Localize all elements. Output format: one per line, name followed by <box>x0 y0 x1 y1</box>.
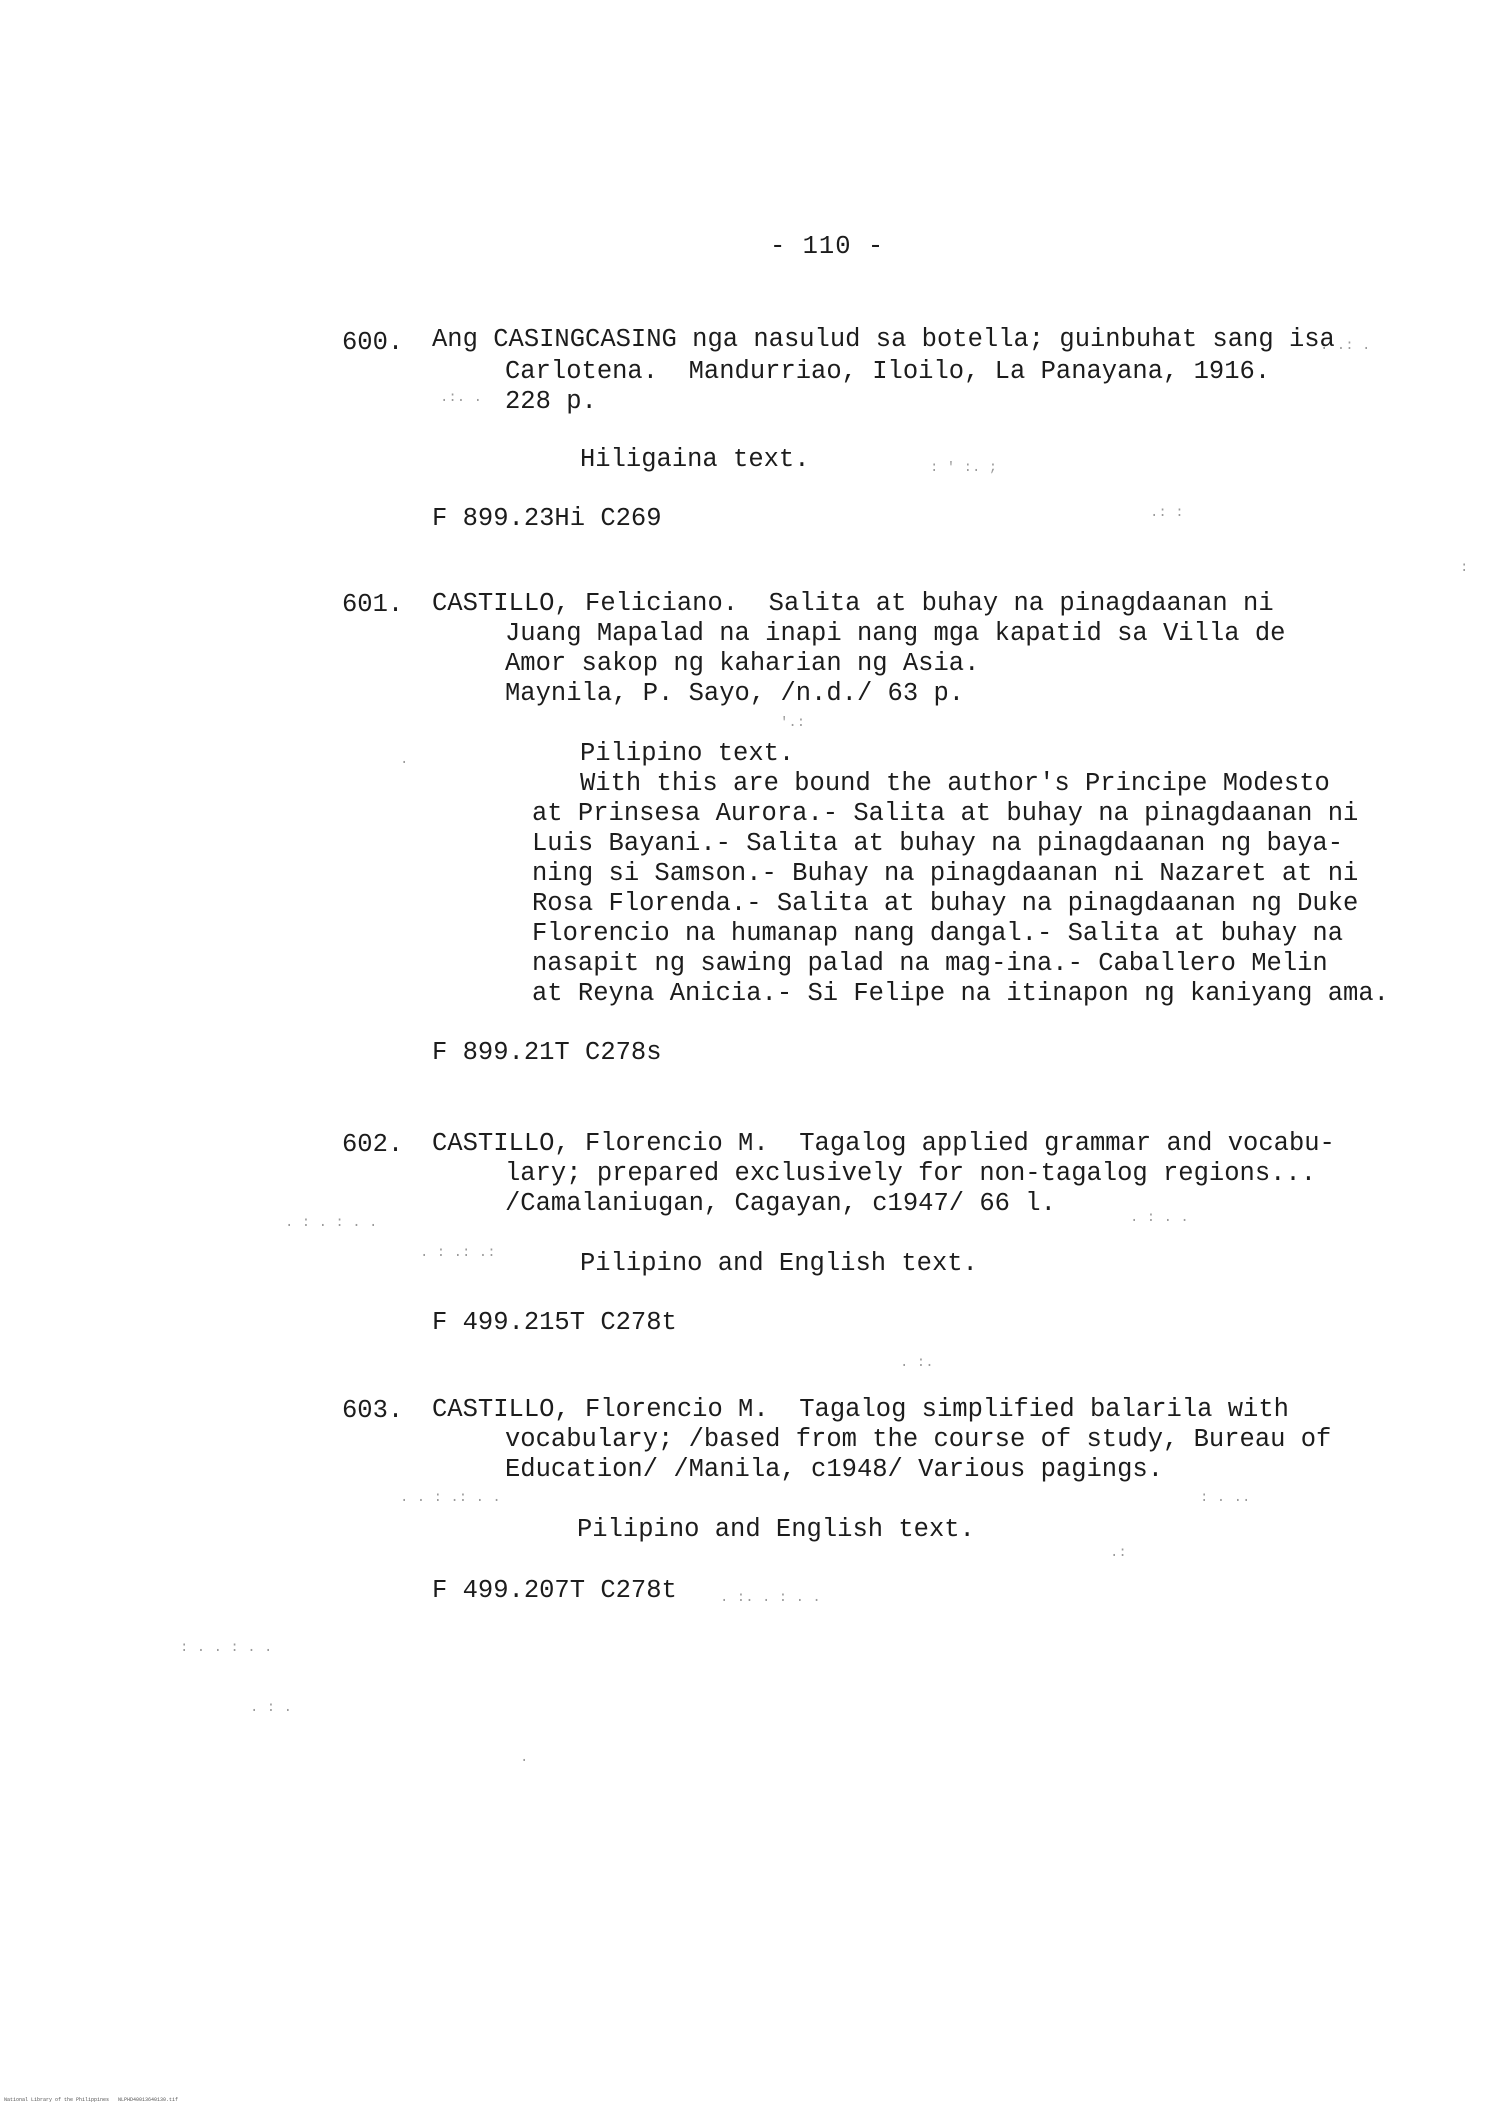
entry-line: /Camalaniugan, Cagayan, c1947/ 66 l. <box>505 1189 1056 1218</box>
entry-note: nasapit ng sawing palad na mag-ina.- Caballero Melin <box>532 949 1328 978</box>
entry-line: Education/ /Manila, c1948/ Various pagings. <box>505 1455 1164 1484</box>
entry-line: CASTILLO, Florencio M. Tagalog simplified balarila with <box>432 1395 1289 1424</box>
entry-line: CASTILLO, Feliciano. Salita at buhay na pinagdaanan ni <box>432 589 1274 618</box>
entry-note: at Reyna Anicia.- Si Felipe na itinapon ng kaniyang ama. <box>532 979 1389 1008</box>
entry-line: Ang CASINGCASING nga nasulud sa botella; guinbuhat sang isa <box>432 325 1335 354</box>
entry-line: Carlotena. Mandurriao, Iloilo, La Panayana, 1916. <box>505 357 1271 386</box>
entry-note: at Prinsesa Aurora.- Salita at buhay na pinagdaanan ni <box>532 799 1359 828</box>
entry-note: With this are bound the author's Principe Modesto <box>580 769 1330 798</box>
entry-note: Luis Bayani.- Salita at buhay na pinagdaanan ng baya- <box>532 829 1344 858</box>
entry-line: 228 p. <box>505 387 597 416</box>
call-number: F 499.215T C278t <box>432 1308 677 1337</box>
entry-number: 601. <box>342 590 404 619</box>
entry-note: Pilipino and English text. <box>577 1515 975 1544</box>
entry-line: vocabulary; /based from the course of study, Bureau of <box>505 1425 1332 1454</box>
entry-number: 600. <box>342 328 404 357</box>
entry-number: 602. <box>342 1130 404 1159</box>
call-number: F 899.23Hi C269 <box>432 504 662 533</box>
entry-line: lary; prepared exclusively for non-tagalog regions... <box>505 1159 1317 1188</box>
entry-line: Juang Mapalad na inapi nang mga kapatid sa Villa de <box>505 619 1286 648</box>
call-number: F 499.207T C278t <box>432 1576 677 1605</box>
entry-note: Pilipino text. <box>580 739 795 768</box>
entry-note: Hiligaina text. <box>580 445 810 474</box>
page-number: - 110 - <box>770 232 885 261</box>
entry-note: ning si Samson.- Buhay na pinagdaanan ni Nazaret at ni <box>532 859 1359 888</box>
entry-note: Pilipino and English text. <box>580 1249 978 1278</box>
entry-line: Maynila, P. Sayo, /n.d./ 63 p. <box>505 679 965 708</box>
call-number: F 899.21T C278s <box>432 1038 662 1067</box>
scan-footer: National Library of the Philippines NLPHD40013640130.tif <box>4 2097 179 2103</box>
entry-note: Florencio na humanap nang dangal.- Salita at buhay na <box>532 919 1344 948</box>
entry-line: Amor sakop ng kaharian ng Asia. <box>505 649 980 678</box>
entry-number: 603. <box>342 1396 404 1425</box>
entry-note: Rosa Florenda.- Salita at buhay na pinagdaanan ng Duke <box>532 889 1359 918</box>
entry-line: CASTILLO, Florencio M. Tagalog applied grammar and vocabu- <box>432 1129 1335 1158</box>
